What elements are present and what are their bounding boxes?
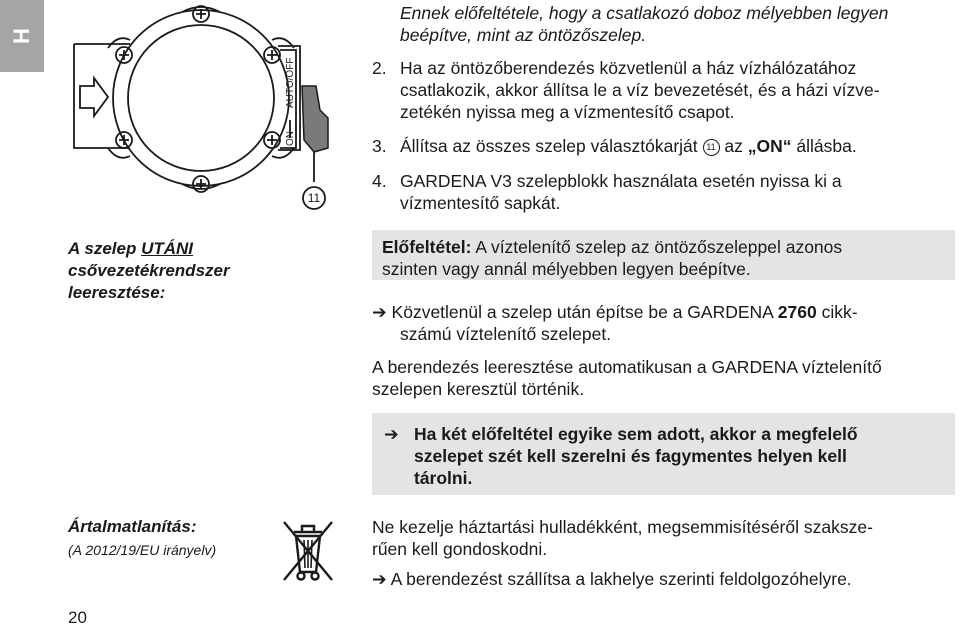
- install-instruction: ➔ Közvetlenül a szelep után építse be a GARDENA 2760 cikk- számú víztelenítő szelepet.: [372, 302, 858, 344]
- disposal-instruction: ➔ A berendezést szállítsa a lakhelye szerinti feldolgozóhelyre.: [372, 569, 852, 589]
- arrow-icon: ➔: [384, 424, 399, 444]
- disposal-text: Ne kezelje háztartási hulladékként, megsemmisítéséről szaksze- rűen kell gondoskodni.: [372, 517, 873, 559]
- figure-callout: 11: [307, 191, 321, 205]
- auto-drain-text: A berendezés leeresztése automatikusan a GARDENA víztelenítő szelepen keresztül történik.: [372, 357, 882, 399]
- disposal-heading: Ártalmatlanítás:: [68, 517, 197, 536]
- arrow-icon: ➔: [372, 569, 387, 589]
- page-number: 20: [68, 608, 87, 627]
- precondition-box: Előfeltétel: A víztelenítő szelep az öntözőszeleppel azonos szinten vagy annál mélyebben legyen beépítve.: [372, 230, 955, 280]
- step-4: 4. GARDENA V3 szelepblokk használata esetén nyissa ki a vízmentesítő sapkát.: [372, 171, 842, 213]
- warning-box: ➔ Ha két előfeltétel egyike sem adott, akkor a megfelelő szelepet szét kell szerelni és fagymentes helyen kell tárolni.: [372, 413, 955, 495]
- step-3: 3. Állítsa az összes szelep választókarját 11 az „ON“ állásba.: [372, 136, 857, 156]
- drain-section-heading: A szelep UTÁNI csővezetékrendszer leeresztése:: [68, 239, 230, 302]
- language-tab: H: [0, 0, 44, 72]
- intro-text: Ennek előfeltétele, hogy a csatlakozó doboz mélyebben legyen beépítve, mint az öntözőszelep.: [400, 3, 889, 45]
- step-2: 2. Ha az öntözőberendezés közvetlenül a ház vízhálózatához csatlakozik, akkor állítsa le a víz bevezetését, és a házi vízve- zetékén nyissa meg a vízmentesítő csapot.: [372, 58, 880, 122]
- auto-off-label: AUTO/OFF: [285, 57, 296, 108]
- disposal-directive: (A 2012/19/EU irányelv): [68, 542, 217, 558]
- ref-number-badge: 11: [703, 139, 720, 156]
- valve-figure: [64, 0, 340, 225]
- arrow-icon: ➔: [372, 302, 387, 322]
- crossed-bin-icon: [280, 518, 336, 584]
- on-label: ON: [285, 131, 296, 146]
